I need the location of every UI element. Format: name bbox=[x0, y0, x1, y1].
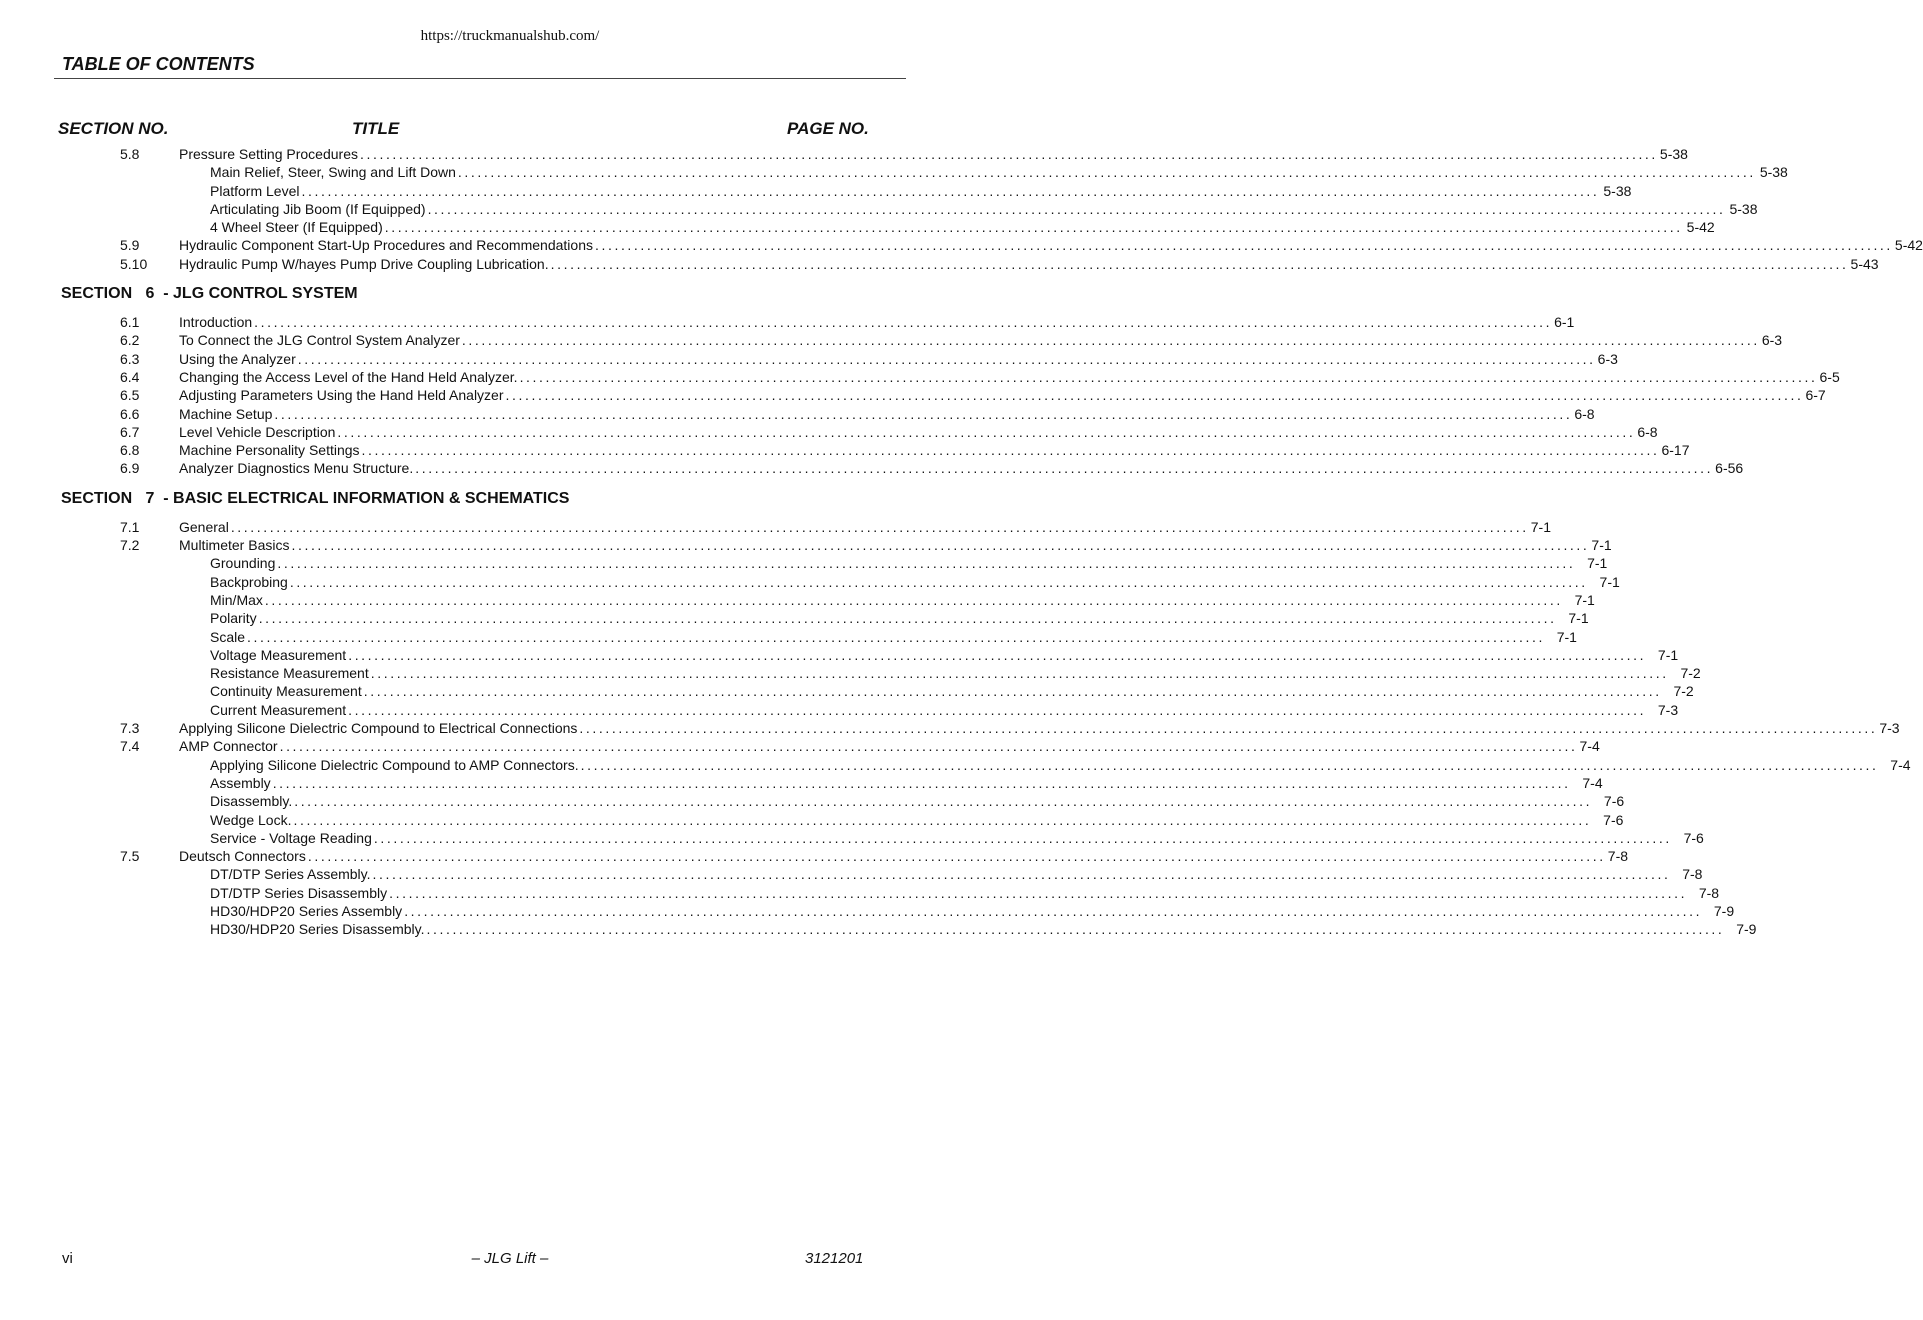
dot-leader: ........................................................................................................................................................................................................ bbox=[289, 573, 1588, 590]
entry-line bbox=[210, 628, 1577, 646]
toc-entry[interactable] bbox=[0, 847, 1629, 865]
entry-page: 7-8 bbox=[1682, 866, 1703, 883]
toc-subentry[interactable] bbox=[0, 811, 1624, 829]
entry-page: 7-1 bbox=[1599, 573, 1620, 590]
toc-entry[interactable] bbox=[0, 145, 1688, 163]
dot-leader: ........................................................................................................................................................................................................ bbox=[505, 387, 1804, 404]
entry-line bbox=[210, 591, 1595, 609]
dot-leader: ........................................................................................................................................................................................................ bbox=[348, 646, 1647, 663]
entry-title: Scale bbox=[210, 628, 246, 645]
entry-number: 6.2 bbox=[120, 332, 140, 349]
toc-entry[interactable] bbox=[0, 719, 1900, 737]
entry-title: Voltage Measurement bbox=[210, 646, 347, 663]
entry-page: 6-8 bbox=[1574, 405, 1595, 422]
toc-subentry[interactable] bbox=[0, 756, 1911, 774]
section-heading: SECTION 7 - BASIC ELECTRICAL INFORMATION & SCHEMATICS bbox=[61, 489, 570, 507]
entry-title: Adjusting Parameters Using the Hand Held Analyzer bbox=[179, 387, 504, 404]
toc-subentry[interactable] bbox=[0, 591, 1595, 609]
entry-title: Polarity bbox=[210, 610, 257, 627]
dot-leader: ........................................................................................................................................................................................................ bbox=[404, 902, 1703, 919]
entry-title: Machine Setup bbox=[179, 405, 273, 422]
toc-subentry[interactable] bbox=[0, 792, 1625, 810]
title-divider bbox=[54, 78, 906, 79]
entry-number: 7.3 bbox=[120, 720, 140, 737]
dot-leader: ........................................................................................................................................................................................................ bbox=[293, 811, 1592, 828]
dot-leader: ........................................................................................................................................................................................................ bbox=[297, 350, 1596, 367]
entry-line bbox=[179, 368, 1840, 386]
footer-document-number: 3121201 bbox=[805, 1250, 864, 1267]
entry-title: DT/DTP Series Disassembly bbox=[210, 884, 388, 901]
entry-title: Grounding bbox=[210, 555, 276, 572]
entry-title: Changing the Access Level of the Hand Held Analyzer. bbox=[179, 368, 518, 385]
toc-subentry[interactable] bbox=[0, 829, 1704, 847]
entry-title: Applying Silicone Dielectric Compound to AMP Connectors. bbox=[210, 756, 579, 773]
toc-subentry[interactable] bbox=[0, 920, 1757, 938]
entry-line bbox=[179, 518, 1551, 536]
dot-leader: ........................................................................................................................................................................................................ bbox=[389, 884, 1688, 901]
entry-page: 6-1 bbox=[1554, 314, 1575, 331]
entry-line bbox=[179, 459, 1744, 477]
entry-line bbox=[210, 182, 1632, 200]
entry-line bbox=[179, 536, 1612, 554]
toc-subentry[interactable] bbox=[0, 163, 1788, 181]
entry-line bbox=[210, 774, 1603, 792]
entry-line bbox=[210, 701, 1679, 719]
toc-entry[interactable] bbox=[0, 313, 1575, 331]
entry-title: Machine Personality Settings bbox=[179, 442, 360, 459]
entry-page: 7-4 bbox=[1582, 774, 1603, 791]
dot-leader: ........................................................................................................................................................................................................ bbox=[519, 368, 1818, 385]
entry-number: 7.1 bbox=[120, 518, 140, 535]
entry-title: Deutsch Connectors bbox=[179, 848, 306, 865]
dot-leader: ........................................................................................................................................................................................................ bbox=[294, 793, 1593, 810]
entry-title: General bbox=[179, 518, 229, 535]
entry-number: 5.10 bbox=[120, 255, 148, 272]
entry-title: Resistance Measurement bbox=[210, 665, 369, 682]
entry-number: 5.9 bbox=[120, 237, 140, 254]
entry-title: Wedge Lock. bbox=[210, 811, 292, 828]
entry-number: 7.2 bbox=[120, 537, 140, 554]
entry-line bbox=[210, 865, 1703, 883]
dot-leader: ........................................................................................................................................................................................................ bbox=[348, 701, 1647, 718]
entry-page: 7-4 bbox=[1890, 756, 1911, 773]
entry-page: 7-1 bbox=[1556, 628, 1577, 645]
entry-line bbox=[210, 200, 1758, 218]
toc-entry[interactable] bbox=[0, 368, 1840, 386]
entry-line bbox=[179, 145, 1688, 163]
entry-line bbox=[210, 554, 1608, 572]
entry-title: Analyzer Diagnostics Menu Structure. bbox=[179, 460, 414, 477]
entry-page: 7-6 bbox=[1683, 829, 1704, 846]
entry-line bbox=[179, 423, 1658, 441]
entry-page: 7-3 bbox=[1657, 701, 1679, 718]
entry-page: 7-8 bbox=[1607, 848, 1629, 865]
entry-page: 6-8 bbox=[1637, 423, 1658, 440]
entry-number: 6.4 bbox=[120, 368, 140, 385]
dot-leader: ........................................................................................................................................................................................................ bbox=[427, 200, 1726, 217]
entry-page: 6-3 bbox=[1761, 332, 1783, 349]
toc-entry[interactable] bbox=[0, 441, 1690, 459]
dot-leader: ........................................................................................................................................................................................................ bbox=[461, 332, 1760, 349]
entry-line bbox=[210, 664, 1701, 682]
dot-leader: ........................................................................................................................................................................................................ bbox=[301, 182, 1600, 199]
toc-entry[interactable] bbox=[0, 350, 1618, 368]
entry-line bbox=[179, 441, 1690, 459]
toc-entry[interactable] bbox=[0, 737, 1600, 755]
dot-leader: ........................................................................................................................................................................................................ bbox=[272, 774, 1571, 791]
entry-number: 6.1 bbox=[120, 314, 140, 331]
toc-subentry[interactable] bbox=[0, 646, 1679, 664]
entry-title: Hydraulic Pump W/hayes Pump Drive Coupling Lubrication. bbox=[179, 255, 549, 272]
entry-page: 6-56 bbox=[1715, 460, 1744, 477]
entry-page: 7-1 bbox=[1587, 555, 1608, 572]
dot-leader: ........................................................................................................................................................................................................ bbox=[274, 405, 1573, 422]
toc-entry[interactable] bbox=[0, 236, 1923, 254]
entry-page: 5-38 bbox=[1603, 182, 1632, 199]
entry-page: 7-6 bbox=[1603, 793, 1625, 810]
toc-subentry[interactable] bbox=[0, 774, 1603, 792]
column-header-section: SECTION NO. bbox=[58, 119, 169, 138]
dot-leader: ........................................................................................................................................................................................................ bbox=[359, 146, 1658, 162]
toc-subentry[interactable] bbox=[0, 902, 1735, 920]
section-heading: SECTION 6 - JLG CONTROL SYSTEM bbox=[61, 285, 358, 303]
entry-page: 7-1 bbox=[1568, 610, 1589, 627]
toc-entry[interactable] bbox=[0, 459, 1744, 477]
entry-number: 6.3 bbox=[120, 350, 140, 367]
toc-entry[interactable] bbox=[0, 255, 1879, 273]
entry-line bbox=[179, 386, 1826, 404]
entry-page: 6-7 bbox=[1805, 387, 1826, 404]
toc-entry[interactable] bbox=[0, 405, 1595, 423]
entry-number: 6.8 bbox=[120, 442, 140, 459]
entry-title: Disassembly. bbox=[210, 793, 293, 810]
entry-title: DT/DTP Series Assembly. bbox=[210, 866, 371, 883]
entry-page: 7-3 bbox=[1879, 720, 1900, 737]
dot-leader: ........................................................................................................................................................................................................ bbox=[363, 683, 1662, 700]
entry-page: 6-3 bbox=[1597, 350, 1618, 367]
entry-line bbox=[210, 902, 1735, 920]
entry-number: 7.4 bbox=[120, 738, 140, 755]
entry-title: Continuity Measurement bbox=[210, 683, 362, 700]
entry-line bbox=[210, 811, 1624, 829]
toc-entry[interactable] bbox=[0, 536, 1612, 554]
entry-title: Hydraulic Component Start-Up Procedures and Recommendations bbox=[179, 237, 593, 254]
entry-title: Articulating Jib Boom (If Equipped) bbox=[210, 200, 426, 217]
entry-page: 7-9 bbox=[1736, 921, 1757, 938]
dot-leader: ........................................................................................................................................................................................................ bbox=[426, 921, 1725, 938]
dot-leader: ........................................................................................................................................................................................................ bbox=[337, 423, 1636, 440]
dot-leader: ........................................................................................................................................................................................................ bbox=[230, 518, 1529, 535]
entry-page: 5-42 bbox=[1686, 219, 1715, 236]
entry-title: Backprobing bbox=[210, 573, 288, 590]
column-header-title: TITLE bbox=[352, 119, 400, 138]
dot-leader: ........................................................................................................................................................................................................ bbox=[264, 591, 1563, 608]
entry-page: 7-1 bbox=[1574, 591, 1595, 608]
entry-page: 7-1 bbox=[1530, 518, 1551, 535]
entry-line bbox=[210, 792, 1625, 810]
footer-publisher: – JLG Lift – bbox=[471, 1250, 549, 1267]
toc-entry[interactable] bbox=[0, 518, 1551, 536]
entry-title: Applying Silicone Dielectric Compound to Electrical Connections bbox=[179, 720, 578, 737]
dot-leader: ........................................................................................................................................................................................................ bbox=[550, 255, 1849, 272]
entry-page: 5-38 bbox=[1729, 200, 1758, 217]
entry-line bbox=[210, 609, 1589, 627]
entry-page: 7-2 bbox=[1680, 665, 1701, 682]
dot-leader: ........................................................................................................................................................................................................ bbox=[291, 537, 1590, 554]
entry-line bbox=[210, 829, 1704, 847]
entry-title: HD30/HDP20 Series Disassembly. bbox=[210, 921, 425, 938]
toc-subentry[interactable] bbox=[0, 701, 1679, 719]
entry-number: 5.8 bbox=[120, 146, 140, 162]
entry-line bbox=[210, 218, 1715, 236]
entry-page: 5-43 bbox=[1850, 255, 1879, 272]
entry-page: 5-42 bbox=[1894, 237, 1923, 254]
entry-number: 6.6 bbox=[120, 405, 140, 422]
entry-page: 5-38 bbox=[1759, 164, 1788, 181]
dot-leader: ........................................................................................................................................................................................................ bbox=[579, 720, 1878, 737]
entry-title: Level Vehicle Description bbox=[179, 423, 336, 440]
dot-leader: ........................................................................................................................................................................................................ bbox=[372, 866, 1671, 883]
entry-line bbox=[179, 737, 1600, 755]
toc-subentry[interactable] bbox=[0, 554, 1608, 572]
toc-subentry[interactable] bbox=[0, 200, 1758, 218]
toc-subentry[interactable] bbox=[0, 628, 1577, 646]
entry-page: 7-2 bbox=[1673, 683, 1694, 700]
entry-line bbox=[179, 405, 1595, 423]
table-of-contents bbox=[0, 145, 1923, 939]
entry-title: Platform Level bbox=[210, 182, 300, 199]
entry-number: 6.5 bbox=[120, 387, 140, 404]
entry-title: Current Measurement bbox=[210, 701, 347, 718]
dot-leader: ........................................................................................................................................................................................................ bbox=[384, 219, 1683, 236]
entry-line bbox=[179, 719, 1900, 737]
entry-title: Multimeter Basics bbox=[179, 537, 290, 554]
toc-entry[interactable] bbox=[0, 423, 1658, 441]
entry-page: 7-4 bbox=[1579, 738, 1600, 755]
dot-leader: ........................................................................................................................................................................................................ bbox=[580, 756, 1879, 773]
dot-leader: ........................................................................................................................................................................................................ bbox=[370, 665, 1669, 682]
toc-entry[interactable] bbox=[0, 331, 1783, 349]
entry-title: Introduction bbox=[179, 314, 253, 331]
dot-leader: ........................................................................................................................................................................................................ bbox=[594, 237, 1893, 254]
entry-line bbox=[179, 331, 1783, 349]
entry-number: 6.7 bbox=[120, 423, 140, 440]
entry-title: Min/Max bbox=[210, 591, 263, 608]
entry-title: AMP Connector bbox=[179, 738, 278, 755]
dot-leader: ........................................................................................................................................................................................................ bbox=[258, 610, 1557, 627]
dot-leader: ........................................................................................................................................................................................................ bbox=[457, 164, 1756, 181]
entry-line bbox=[210, 884, 1720, 902]
entry-page: 7-6 bbox=[1603, 811, 1624, 828]
entry-page: 7-1 bbox=[1657, 646, 1679, 663]
entry-title: Main Relief, Steer, Swing and Lift Down bbox=[210, 164, 456, 181]
entry-page: 5-38 bbox=[1659, 146, 1688, 162]
entry-line bbox=[179, 255, 1879, 273]
entry-line bbox=[210, 163, 1788, 181]
toc-subentry[interactable] bbox=[0, 664, 1701, 682]
dot-leader: ........................................................................................................................................................................................................ bbox=[254, 314, 1553, 331]
entry-title: Using the Analyzer bbox=[179, 350, 296, 367]
entry-line bbox=[210, 756, 1911, 774]
entry-line bbox=[179, 236, 1923, 254]
page-title: TABLE OF CONTENTS bbox=[62, 54, 255, 74]
entry-title: Service - Voltage Reading bbox=[210, 829, 372, 846]
entry-line bbox=[179, 313, 1575, 331]
entry-page: 7-9 bbox=[1713, 902, 1735, 919]
toc-subentry[interactable] bbox=[0, 609, 1589, 627]
entry-number: 6.9 bbox=[120, 460, 140, 477]
dot-leader: ........................................................................................................................................................................................................ bbox=[307, 848, 1606, 865]
entry-title: HD30/HDP20 Series Assembly bbox=[210, 902, 403, 919]
entry-line bbox=[210, 682, 1694, 700]
entry-page: 6-17 bbox=[1661, 442, 1690, 459]
dot-leader: ........................................................................................................................................................................................................ bbox=[277, 555, 1576, 572]
toc-subentry[interactable] bbox=[0, 182, 1632, 200]
entry-title: To Connect the JLG Control System Analyzer bbox=[179, 332, 460, 349]
entry-title: 4 Wheel Steer (If Equipped) bbox=[210, 219, 383, 236]
dot-leader: ........................................................................................................................................................................................................ bbox=[373, 829, 1672, 846]
footer-page-number: vi bbox=[62, 1250, 73, 1267]
toc-entry[interactable] bbox=[0, 386, 1826, 404]
dot-leader: ........................................................................................................................................................................................................ bbox=[415, 460, 1714, 477]
entry-title: Assembly bbox=[210, 774, 271, 791]
entry-title: Pressure Setting Procedures bbox=[179, 146, 358, 162]
entry-page: 6-5 bbox=[1819, 368, 1840, 385]
entry-line bbox=[179, 350, 1618, 368]
entry-number: 7.5 bbox=[120, 848, 140, 865]
toc-subentry[interactable] bbox=[0, 682, 1694, 700]
toc-subentry[interactable] bbox=[0, 218, 1715, 236]
entry-line bbox=[210, 573, 1620, 591]
entry-line bbox=[210, 646, 1679, 664]
entry-page: 7-1 bbox=[1591, 537, 1612, 554]
entry-line bbox=[179, 847, 1629, 865]
toc-subentry[interactable] bbox=[0, 865, 1703, 883]
dot-leader: ........................................................................................................................................................................................................ bbox=[247, 628, 1545, 645]
dot-leader: ........................................................................................................................................................................................................ bbox=[361, 442, 1660, 459]
dot-leader: ........................................................................................................................................................................................................ bbox=[279, 738, 1578, 755]
entry-line bbox=[210, 920, 1757, 938]
toc-subentry[interactable] bbox=[0, 573, 1620, 591]
toc-subentry[interactable] bbox=[0, 884, 1720, 902]
column-header-page: PAGE NO. bbox=[787, 119, 869, 138]
entry-page: 7-8 bbox=[1698, 884, 1720, 901]
source-url[interactable]: https://truckmanualshub.com/ bbox=[420, 28, 600, 44]
